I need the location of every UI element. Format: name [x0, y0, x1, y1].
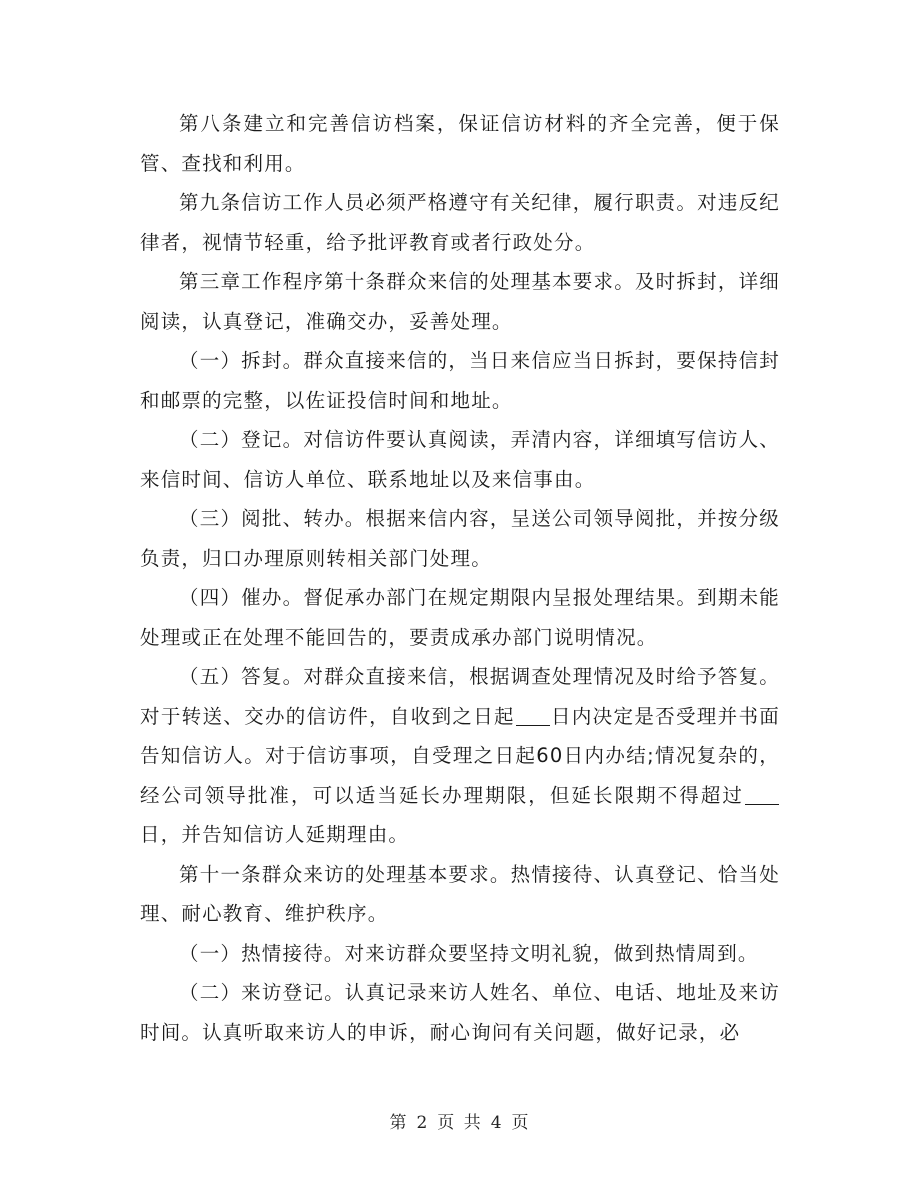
page-footer	[0, 1108, 920, 1133]
paragraph-item-transfer: （三）阅批、转办。根据来信内容，呈送公司领导阅批，并按分级负责，归口办理原则转相关部门处理。	[140, 507, 780, 570]
document-body	[140, 104, 780, 1052]
footer-suffix: 页	[511, 1113, 531, 1133]
reply-text-part3: 日，并告知信访人延期理由。	[140, 823, 410, 846]
reply-text-part1: （五）答复。对群众直接来信，根据调查处理情况及时给予答复。对于转送、交办的信访件，自收到之日起	[140, 665, 780, 728]
paragraph-article-9: 第九条信访工作人员必须严格遵守有关纪律，履行职责。对违反纪律者，视情节轻重，给予批评教育或者行政处分。	[140, 191, 780, 254]
fill-in-blank	[745, 784, 779, 805]
footer-prefix: 第	[389, 1113, 409, 1133]
footer-middle: 页 共	[437, 1113, 483, 1133]
reply-text-part2: 日内决定是否受理并书面告知信访人。对于信访事项，自受理之日起60日内办结;情况复杂的，经公司领导批准，可以适当延长办理期限，但延长限期不得超过	[140, 704, 780, 807]
footer-total-pages: 4	[490, 1113, 504, 1133]
paragraph-item-open: （一）拆封。群众直接来信的，当日来信应当日拆封，要保持信封和邮票的完整，以佐证投信时间和地址。	[140, 349, 780, 412]
paragraph-item-reception: （一）热情接待。对来访群众要坚持文明礼貌，做到热情周到。	[179, 941, 759, 965]
paragraph-item-reply	[140, 657, 780, 855]
paragraph-item-visit-register: （二）来访登记。认真记录来访人姓名、单位、电话、地址及来访时间。认真听取来访人的申诉，耐心询问有关问题，做好记录，必	[140, 981, 780, 1044]
paragraph-article-11: 第十一条群众来访的处理基本要求。热情接待、认真登记、恰当处理、耐心教育、维护秩序。	[140, 862, 780, 925]
paragraph-article-8: 第八条建立和完善信访档案，保证信访材料的齐全完善，便于保管、查找和利用。	[140, 112, 780, 175]
paragraph-chapter-3-article-10: 第三章工作程序第十条群众来信的处理基本要求。及时拆封，详细阅读，认真登记，准确交办，妥善处理。	[140, 270, 780, 333]
fill-in-blank	[516, 705, 550, 726]
footer-current-page: 2	[416, 1113, 430, 1133]
paragraph-item-urge: （四）催办。督促承办部门在规定期限内呈报处理结果。到期未能处理或正在处理不能回告的，要责成承办部门说明情况。	[140, 586, 780, 649]
paragraph-item-register: （二）登记。对信访件要认真阅读，弄清内容，详细填写信访人、来信时间、信访人单位、联系地址以及来信事由。	[140, 428, 780, 491]
